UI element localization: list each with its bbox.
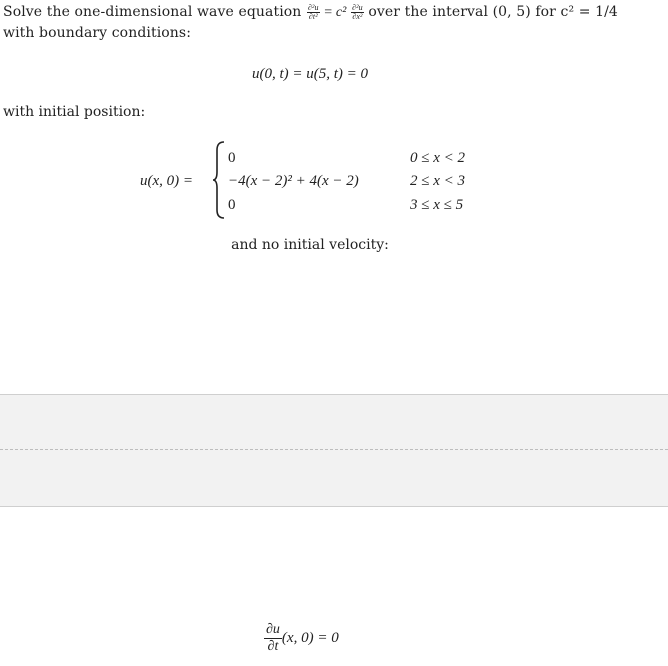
pde-rhs-denominator: ∂x² — [352, 12, 363, 22]
pde-lhs-numerator: ∂²u — [307, 3, 319, 13]
pde-equals: = — [324, 5, 333, 20]
pde-rhs-numerator: ∂²u — [352, 3, 363, 13]
velocity-numerator: ∂u — [266, 622, 280, 637]
case-1-expr: 0 — [228, 150, 236, 166]
case-1-condition: 0 ≤ x < 2 — [410, 150, 466, 166]
wave-equation — [306, 5, 368, 20]
case-2-expr: −4(x − 2)² + 4(x − 2) — [228, 173, 359, 189]
problem-statement — [3, 2, 663, 43]
velocity-denominator: ∂t — [267, 639, 279, 654]
boundary-intro-text: with boundary conditions: — [3, 25, 192, 41]
left-brace-icon — [212, 140, 226, 220]
pde-rhs-fraction — [351, 4, 364, 21]
answer-divider — [0, 449, 668, 450]
velocity-rest: (x, 0) = 0 — [281, 629, 339, 646]
initial-velocity-label: and no initial velocity: — [231, 237, 389, 253]
case-3-expr: 0 — [228, 197, 236, 213]
boundary-condition: u(0, t) = u(5, t) = 0 — [251, 66, 369, 82]
piecewise-lhs: u(x, 0) = — [140, 173, 194, 189]
initial-position-piecewise — [140, 144, 500, 220]
initial-velocity-equation — [264, 622, 339, 655]
intro-text: Solve the one-dimensional wave equation — [3, 4, 302, 20]
pde-lhs-fraction — [307, 4, 320, 21]
case-3-condition: 3 ≤ x ≤ 5 — [410, 197, 464, 213]
case-2-condition: 2 ≤ x < 3 — [410, 173, 466, 189]
pde-lhs-denominator: ∂t² — [308, 12, 318, 22]
initial-position-label: with initial position: — [3, 104, 146, 120]
intro-interval-text: over the interval (0, 5) for c² = 1/4 — [368, 4, 618, 20]
velocity-fraction — [264, 622, 282, 655]
answer-area[interactable] — [0, 394, 668, 507]
pde-c-squared: c² — [335, 5, 347, 20]
